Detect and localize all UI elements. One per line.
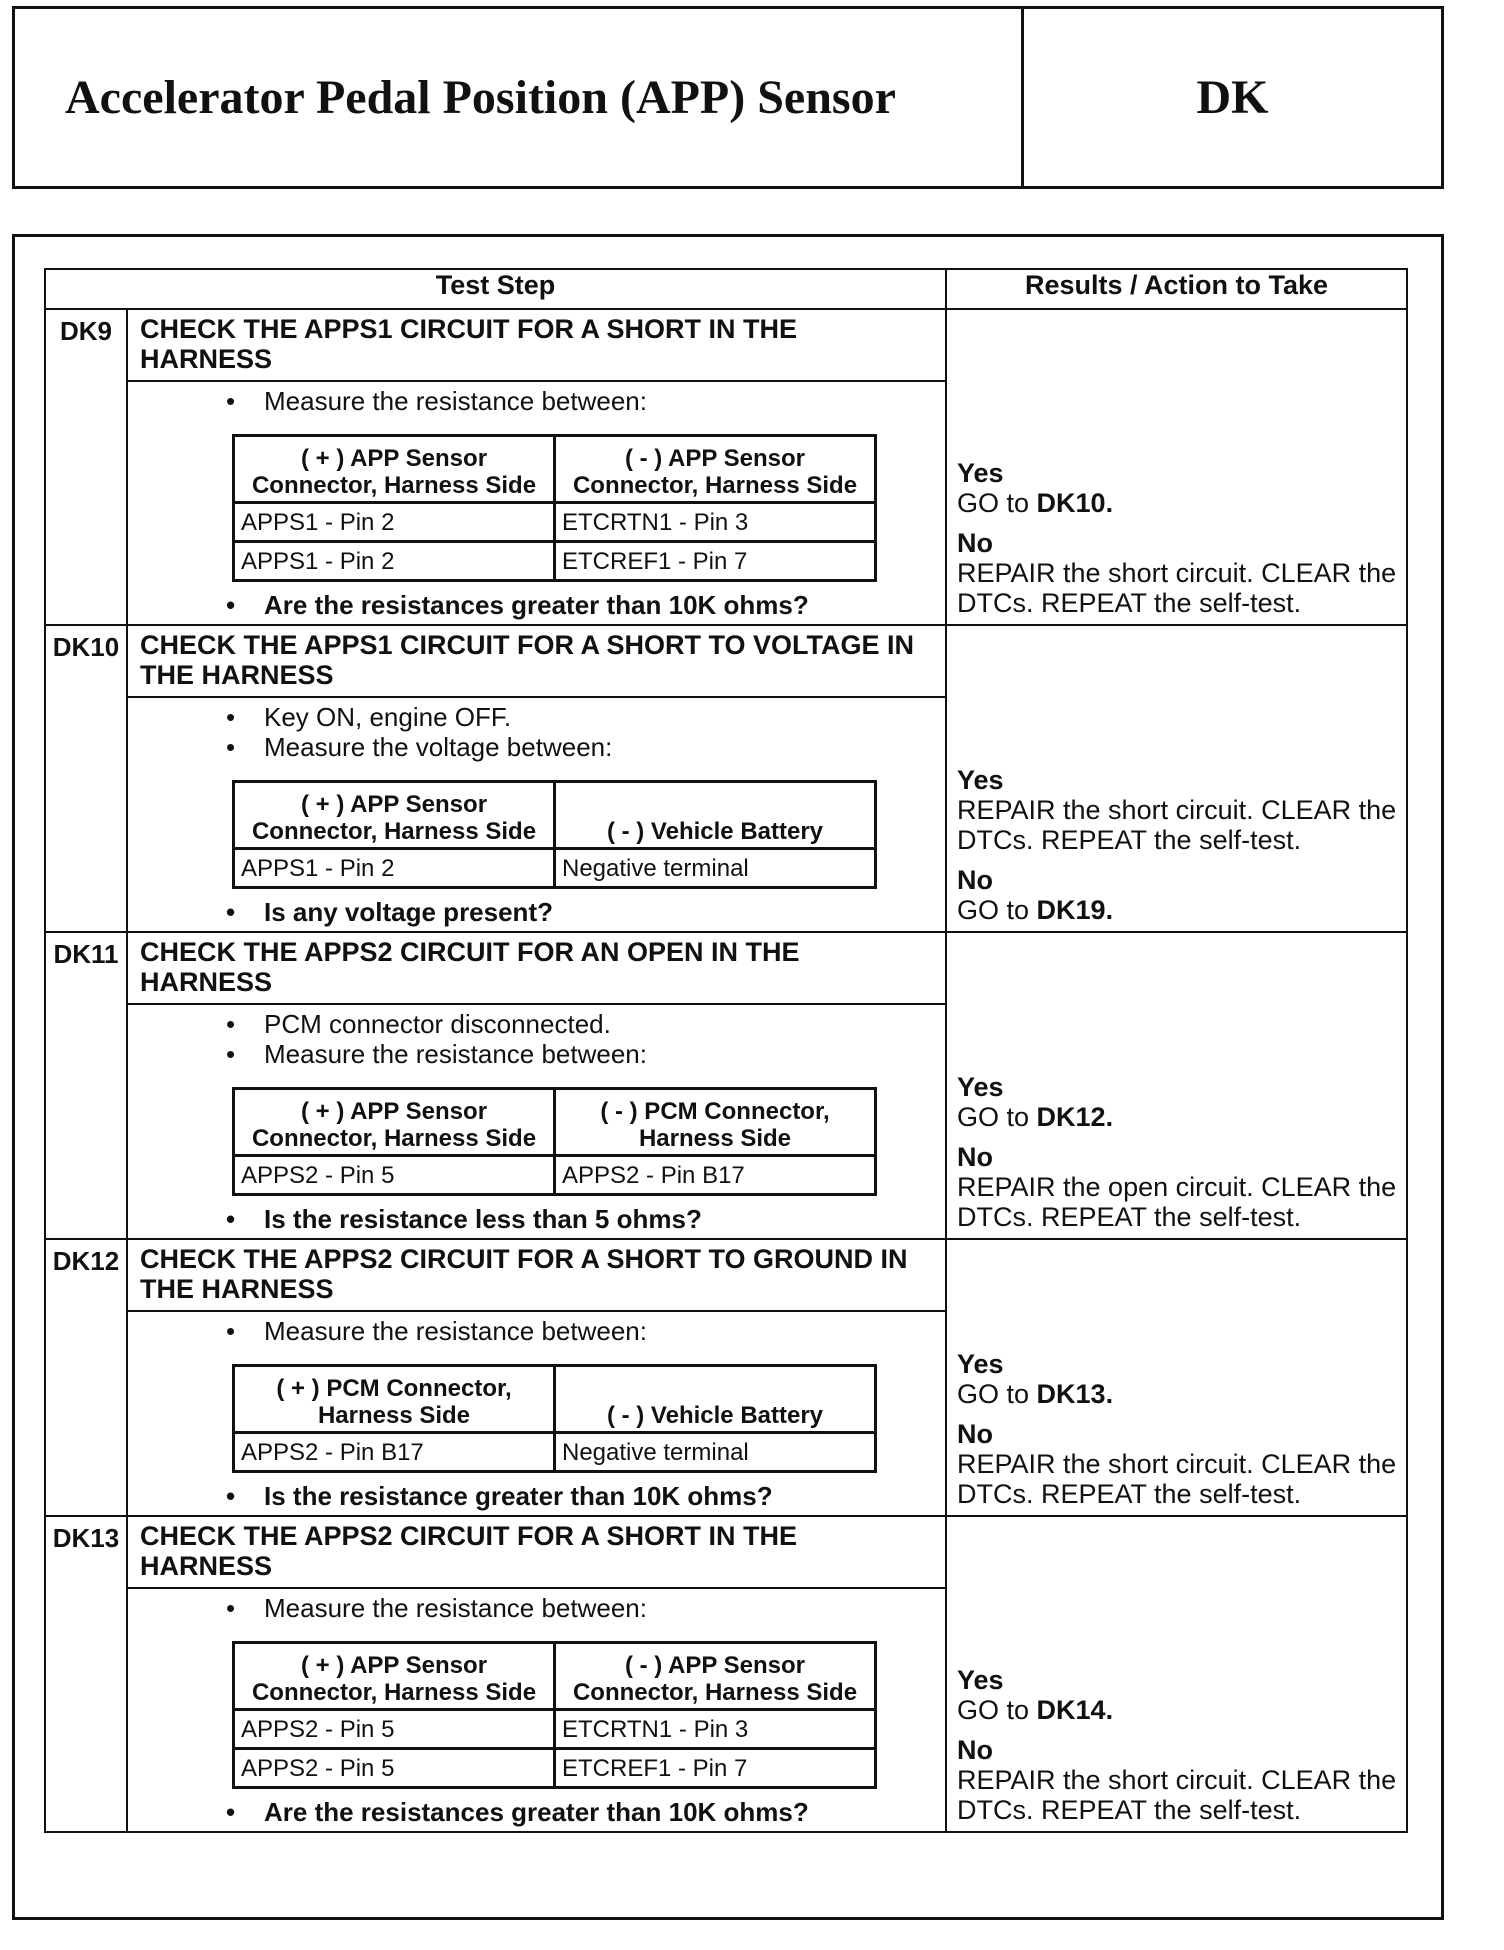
step-id: DK9	[45, 309, 127, 625]
connector-table	[232, 1087, 877, 1196]
yes-ref: DK12.	[1036, 1102, 1114, 1132]
yes-text: GO to	[957, 1695, 1030, 1725]
step-body	[127, 1004, 946, 1239]
connector-table	[232, 434, 877, 582]
connector-cell: APPS2 - Pin 5	[234, 1749, 555, 1788]
step-bullet: • Measure the voltage between:	[128, 732, 945, 762]
yes-block	[957, 1665, 1398, 1725]
connector-header: ( + ) PCM Connector, Harness Side	[234, 1366, 555, 1433]
connector-header: ( + ) APP Sensor Connector, Harness Side	[234, 436, 555, 503]
yes-text: GO to	[957, 1379, 1030, 1409]
step-result	[946, 1239, 1407, 1516]
step-result	[946, 932, 1407, 1239]
step-body	[127, 1588, 946, 1832]
step-title: CHECK THE APPS2 CIRCUIT FOR A SHORT TO GROUND IN THE HARNESS	[127, 1239, 946, 1311]
connector-cell: APPS2 - Pin 5	[234, 1710, 555, 1749]
no-block	[957, 1419, 1398, 1509]
connector-cell: APPS1 - Pin 2	[234, 503, 555, 542]
connector-header: ( - ) Vehicle Battery	[555, 782, 876, 849]
step-id: DK11	[45, 932, 127, 1239]
no-text: GO to	[957, 895, 1030, 925]
step-question: • Are the resistances greater than 10K ohms?	[128, 590, 945, 620]
step-title: CHECK THE APPS2 CIRCUIT FOR A SHORT IN THE HARNESS	[127, 1516, 946, 1588]
step-id: DK10	[45, 625, 127, 932]
connector-cell: APPS2 - Pin B17	[555, 1156, 876, 1195]
step-result	[946, 625, 1407, 932]
connector-row	[234, 849, 876, 888]
connector-cell: Negative terminal	[555, 849, 876, 888]
connector-cell: Negative terminal	[555, 1433, 876, 1472]
no-block	[957, 1142, 1398, 1232]
step-bullet: • Measure the resistance between:	[128, 1039, 945, 1069]
no-block	[957, 528, 1398, 618]
connector-cell: APPS1 - Pin 2	[234, 542, 555, 581]
step-question: • Are the resistances greater than 10K ohms?	[128, 1797, 945, 1827]
no-label: No	[957, 1142, 993, 1172]
yes-text: REPAIR the short circuit. CLEAR the DTCs. REPEAT the self-test.	[957, 795, 1397, 855]
connector-header: ( + ) APP Sensor Connector, Harness Side	[234, 1089, 555, 1156]
yes-block	[957, 765, 1398, 855]
step-title-row	[45, 309, 1407, 381]
connector-header: ( - ) APP Sensor Connector, Harness Side	[555, 1643, 876, 1710]
yes-label: Yes	[957, 1349, 1004, 1379]
step-id: DK13	[45, 1516, 127, 1832]
no-label: No	[957, 528, 993, 558]
step-title: CHECK THE APPS1 CIRCUIT FOR A SHORT TO VOLTAGE IN THE HARNESS	[127, 625, 946, 697]
step-body	[127, 381, 946, 625]
no-label: No	[957, 1735, 993, 1765]
table-header-row	[45, 269, 1407, 309]
no-label: No	[957, 1419, 993, 1449]
connector-cell: ETCREF1 - Pin 7	[555, 542, 876, 581]
section-code: DK	[1196, 71, 1269, 124]
connector-row	[234, 542, 876, 581]
connector-cell: ETCRTN1 - Pin 3	[555, 1710, 876, 1749]
yes-ref: DK13.	[1036, 1379, 1114, 1409]
connector-header: ( + ) APP Sensor Connector, Harness Side	[234, 782, 555, 849]
connector-header: ( + ) APP Sensor Connector, Harness Side	[234, 1643, 555, 1710]
no-text: REPAIR the open circuit. CLEAR the DTCs. REPEAT the self-test.	[957, 1172, 1397, 1232]
yes-label: Yes	[957, 765, 1004, 795]
connector-header: ( - ) Vehicle Battery	[555, 1366, 876, 1433]
step-question: • Is the resistance less than 5 ohms?	[128, 1204, 945, 1234]
no-text: REPAIR the short circuit. CLEAR the DTCs. REPEAT the self-test.	[957, 558, 1397, 618]
yes-ref: DK14.	[1036, 1695, 1114, 1725]
no-block	[957, 1735, 1398, 1825]
yes-ref: DK10.	[1036, 488, 1114, 518]
connector-row	[234, 1433, 876, 1472]
yes-text: GO to	[957, 488, 1030, 518]
connector-header: ( - ) PCM Connector, Harness Side	[555, 1089, 876, 1156]
page-header	[12, 6, 1444, 189]
yes-block	[957, 1349, 1398, 1409]
connector-cell: ETCRTN1 - Pin 3	[555, 503, 876, 542]
step-question: • Is any voltage present?	[128, 897, 945, 927]
connector-header: ( - ) APP Sensor Connector, Harness Side	[555, 436, 876, 503]
connector-row	[234, 1710, 876, 1749]
connector-row	[234, 1749, 876, 1788]
page-title: Accelerator Pedal Position (APP) Sensor	[15, 9, 1024, 186]
step-result	[946, 309, 1407, 625]
step-title: CHECK THE APPS1 CIRCUIT FOR A SHORT IN THE HARNESS	[127, 309, 946, 381]
step-bullet: • Measure the resistance between:	[128, 1593, 945, 1623]
step-bullet: • Measure the resistance between:	[128, 1316, 945, 1346]
step-question: • Is the resistance greater than 10K ohms?	[128, 1481, 945, 1511]
step-result	[946, 1516, 1407, 1832]
yes-text: GO to	[957, 1102, 1030, 1132]
step-title-row	[45, 1516, 1407, 1588]
connector-table	[232, 1364, 877, 1473]
no-ref: DK19.	[1036, 895, 1114, 925]
step-title-row	[45, 625, 1407, 697]
step-body	[127, 697, 946, 932]
connector-table	[232, 780, 877, 889]
connector-table	[232, 1641, 877, 1789]
step-title-row	[45, 1239, 1407, 1311]
test-step-header: Test Step	[45, 269, 946, 309]
no-block	[957, 865, 1398, 925]
step-title: CHECK THE APPS2 CIRCUIT FOR AN OPEN IN THE HARNESS	[127, 932, 946, 1004]
connector-cell: ETCREF1 - Pin 7	[555, 1749, 876, 1788]
connector-row	[234, 1156, 876, 1195]
step-bullet: • Key ON, engine OFF.	[128, 702, 945, 732]
yes-block	[957, 1072, 1398, 1132]
step-bullet: • PCM connector disconnected.	[128, 1009, 945, 1039]
yes-block	[957, 458, 1398, 518]
yes-label: Yes	[957, 1665, 1004, 1695]
connector-cell: APPS1 - Pin 2	[234, 849, 555, 888]
step-bullet: • Measure the resistance between:	[128, 386, 945, 416]
yes-label: Yes	[957, 458, 1004, 488]
yes-label: Yes	[957, 1072, 1004, 1102]
step-title-row	[45, 932, 1407, 1004]
results-header: Results / Action to Take	[946, 269, 1407, 309]
step-body	[127, 1311, 946, 1516]
diagnostic-table	[44, 268, 1408, 1833]
connector-cell: APPS2 - Pin B17	[234, 1433, 555, 1472]
step-id: DK12	[45, 1239, 127, 1516]
no-label: No	[957, 865, 993, 895]
connector-cell: APPS2 - Pin 5	[234, 1156, 555, 1195]
connector-row	[234, 503, 876, 542]
no-text: REPAIR the short circuit. CLEAR the DTCs. REPEAT the self-test.	[957, 1765, 1397, 1825]
no-text: REPAIR the short circuit. CLEAR the DTCs. REPEAT the self-test.	[957, 1449, 1397, 1509]
